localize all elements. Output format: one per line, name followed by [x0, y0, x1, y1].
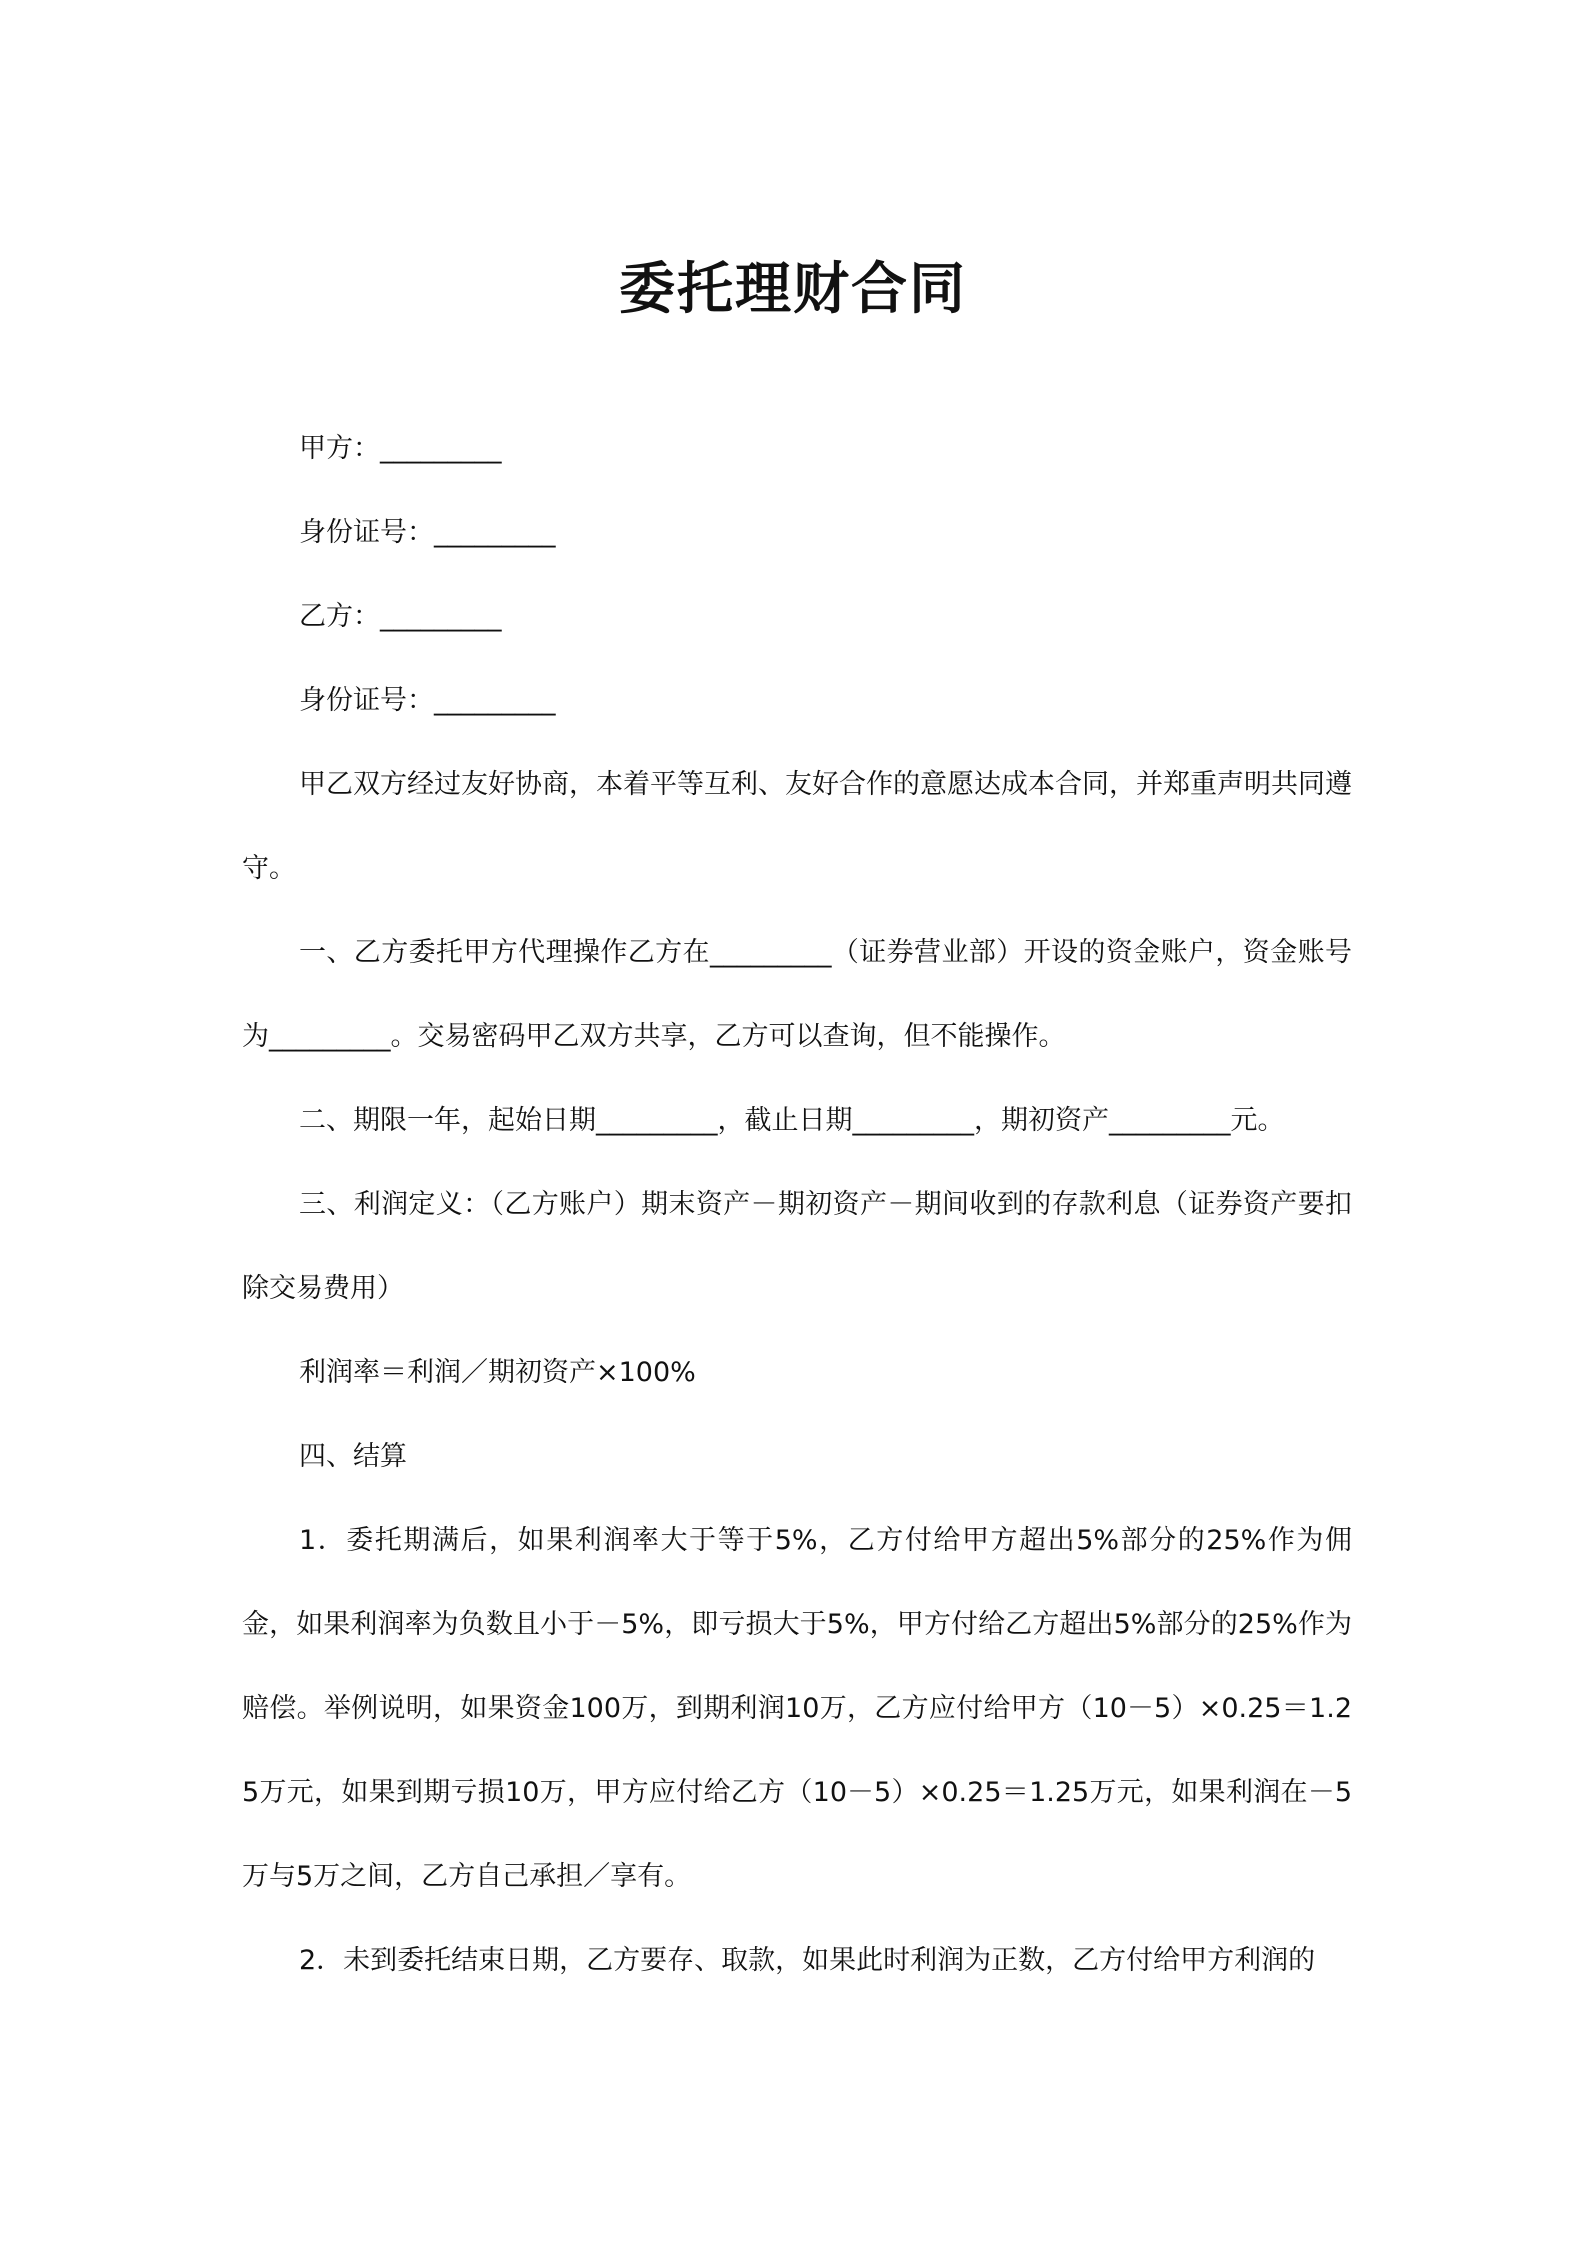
clause-1-paragraph: 一、乙方委托甲方代理操作乙方在_________（证券营业部）开设的资金账户，资金账号为_________。交易密码甲乙双方共享，乙方可以查询，但不能操作。 — [242, 937, 1352, 1052]
document-title: 委托理财合同 — [619, 257, 967, 322]
preamble-paragraph: 甲乙双方经过友好协商，本着平等互利、友好合作的意愿达成本合同，并郑重声明共同遵守。 — [242, 769, 1352, 884]
party-a-line: 甲方：_________ — [299, 433, 502, 464]
party-b-id-line: 身份证号：_________ — [299, 685, 556, 716]
profit-rate-formula: 利润率＝利润／期初资产×100% — [299, 1357, 696, 1388]
clause-4-heading: 四、结算 — [299, 1441, 407, 1472]
party-a-id-line: 身份证号：_________ — [299, 517, 556, 548]
clause-4-1-paragraph: 1．委托期满后，如果利润率大于等于5%，乙方付给甲方超出5%部分的25%作为佣金，如果利润率为负数且小于－5%，即亏损大于5%，甲方付给乙方超出5%部分的25%作为赔偿。举例说明，如果资金100万，到期利润10万，乙方应付给甲方（10－5）×0.25＝1.25万元，如果到期亏损10万，甲方应付给乙方（10－5）×0.25＝1.25万元，如果利润在－5万与5万之间，乙方自己承担／享有。 — [242, 1525, 1352, 1892]
clause-3-paragraph: 三、利润定义：（乙方账户）期末资产－期初资产－期间收到的存款利息（证券资产要扣除交易费用） — [242, 1189, 1352, 1304]
party-b-line: 乙方：_________ — [299, 601, 502, 632]
clause-2-paragraph: 二、期限一年，起始日期_________，截止日期_________，期初资产_________元。 — [299, 1105, 1285, 1136]
clause-4-2-paragraph: 2．未到委托结束日期，乙方要存、取款，如果此时利润为正数，乙方付给甲方利润的 — [299, 1945, 1316, 1976]
document-body — [242, 407, 1352, 2003]
